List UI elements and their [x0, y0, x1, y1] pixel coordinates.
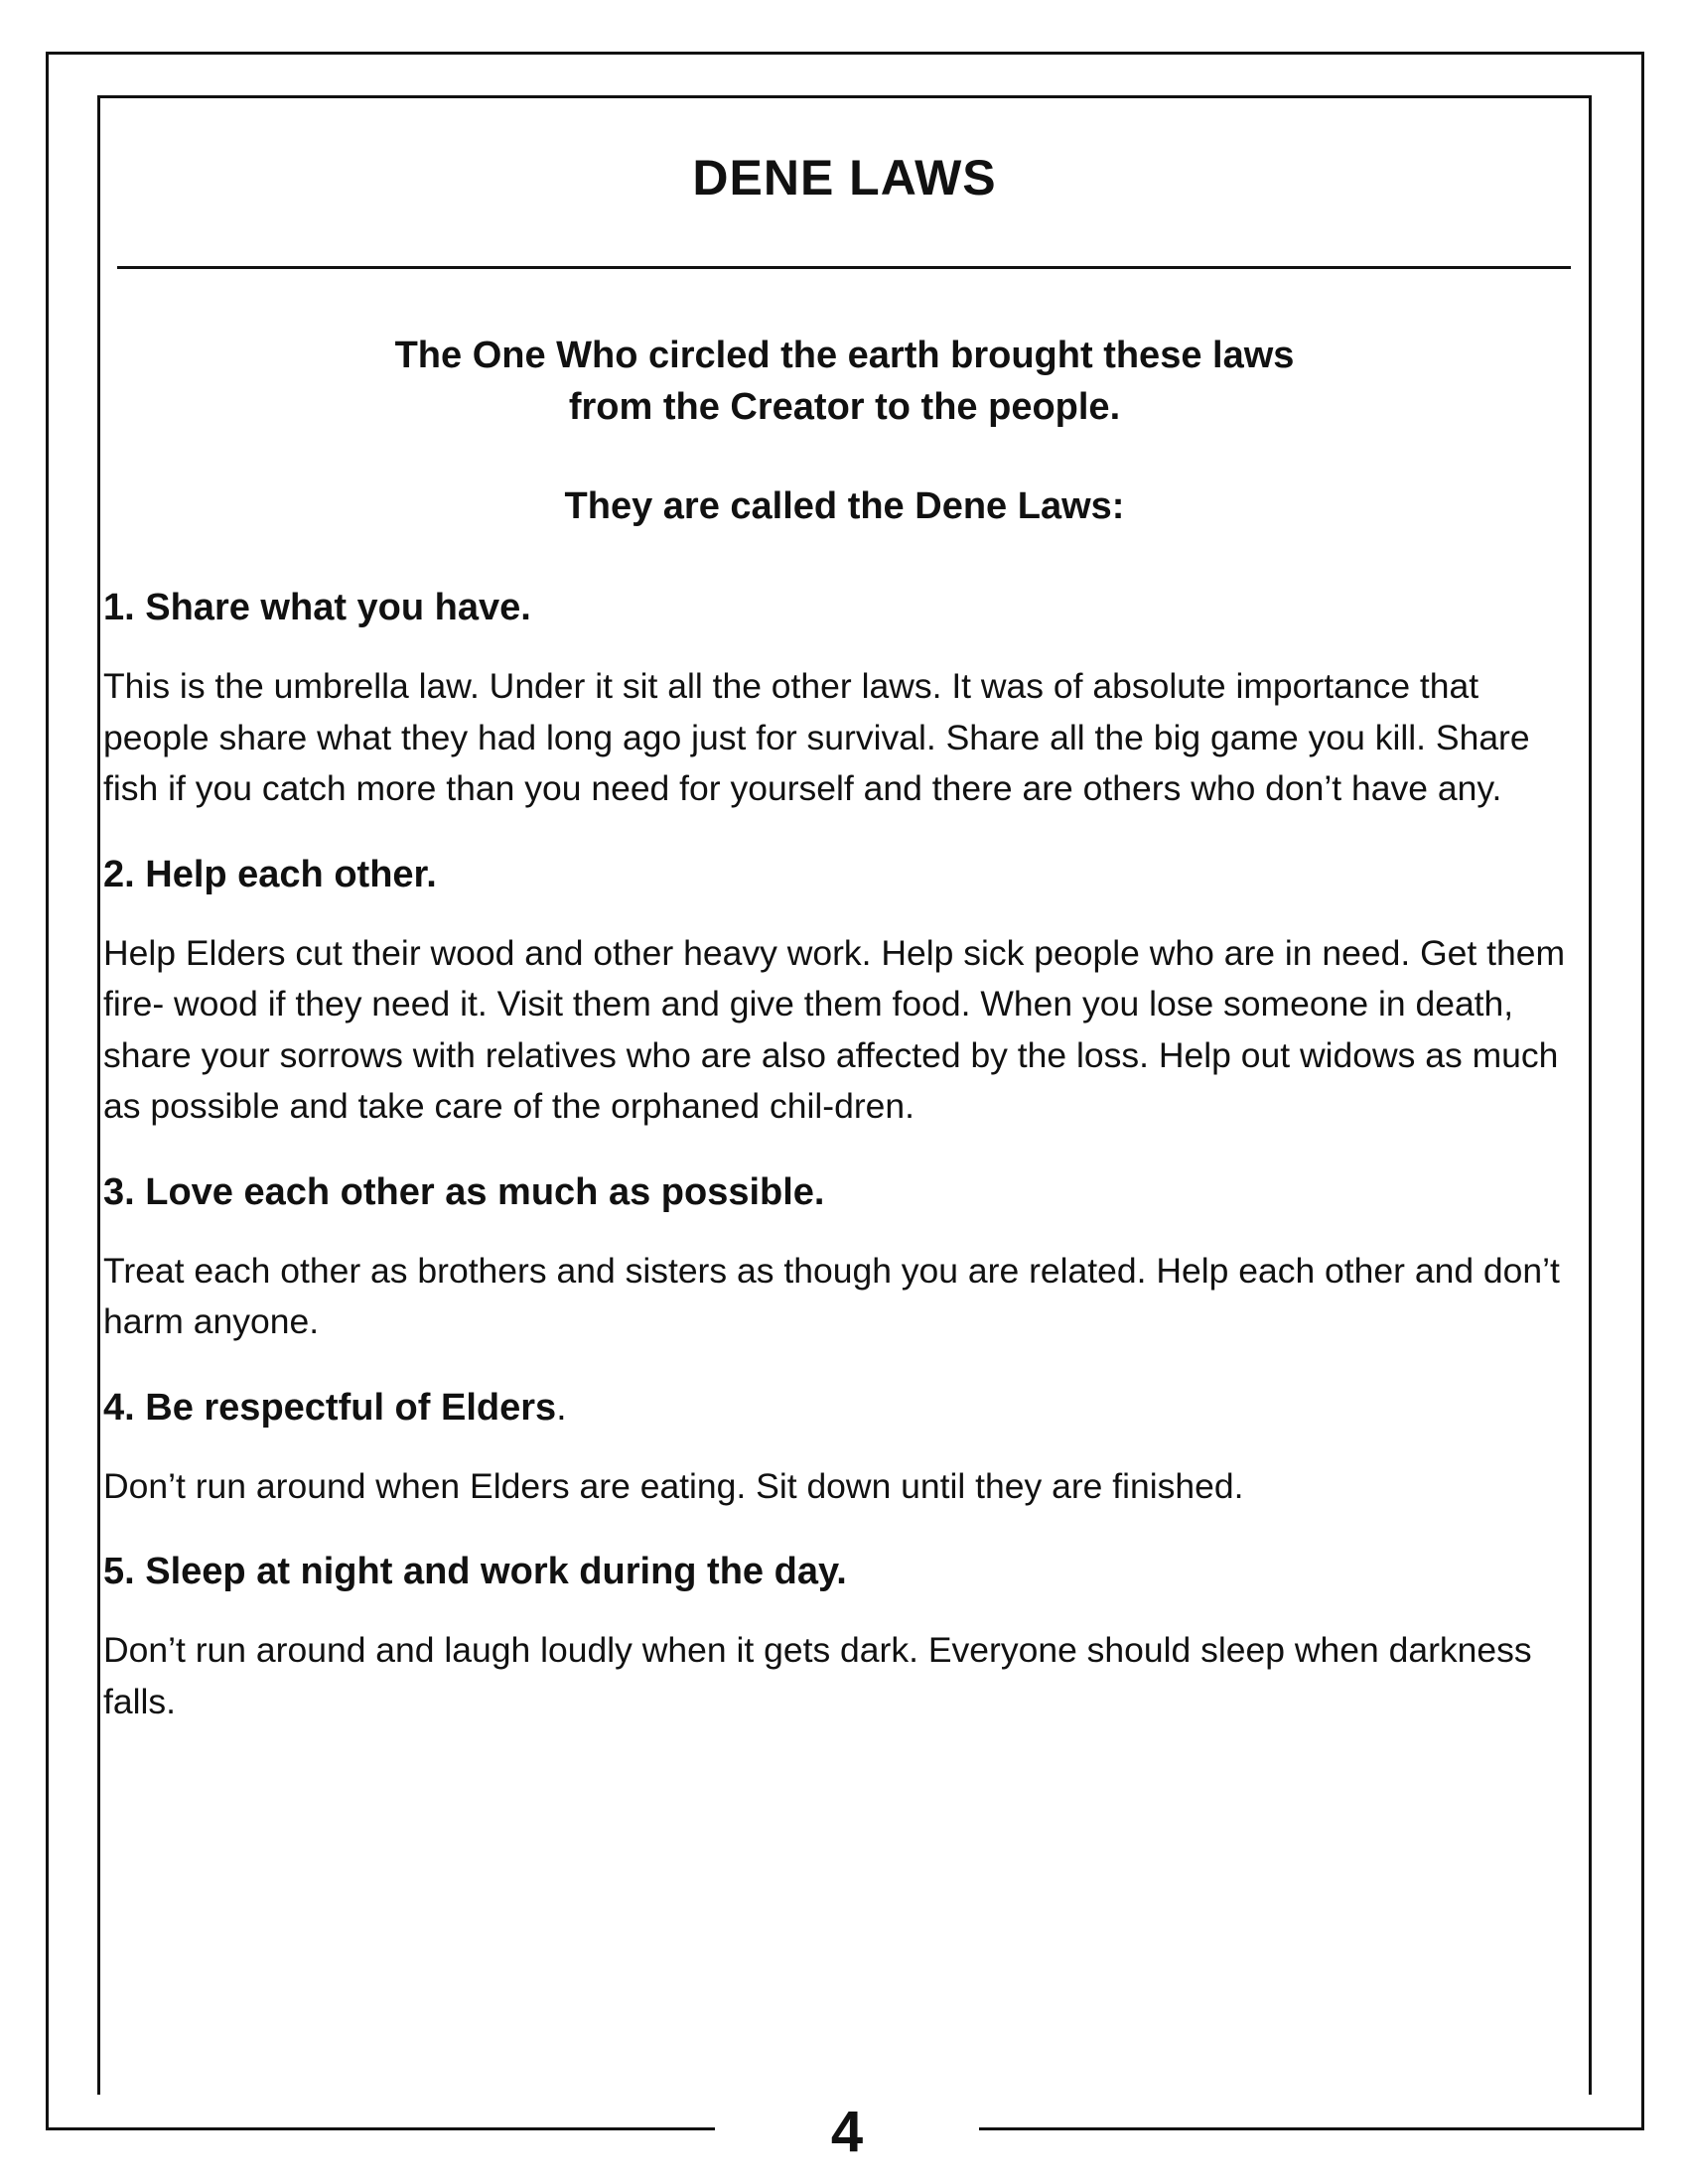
- law-heading: [103, 582, 1583, 633]
- law-heading: [103, 1382, 1583, 1433]
- law-body: Don’t run around when Elders are eating. Sit down until they are finished.: [103, 1465, 1244, 1506]
- law-heading-text: 2. Help each other.: [103, 853, 437, 895]
- inner-frame-top: [97, 95, 1592, 98]
- law-body: This is the umbrella law. Under it sit all the other laws. It was of absolute importance that people share what they had long ago just for survival. Share all the big game you kill. Share fish if you catch more than you need for yourself and there are others who don’t have any.: [103, 666, 1530, 808]
- law-item-3: [103, 1166, 1583, 1348]
- law-body: Help Elders cut their wood and other heavy work. Help sick people who are in need. Get them fire- wood if they need it. Visit them and give them food. When you lose someone in death, share your sorrows with relatives who are also affected by the loss. Help out widows as much as possible and take care of the orphaned chil-dren.: [103, 932, 1566, 1126]
- title-divider: [117, 266, 1571, 269]
- law-heading: [103, 1546, 1583, 1597]
- law-body: Don’t run around and laugh loudly when it gets dark. Everyone should sleep when darkness falls.: [103, 1630, 1532, 1721]
- intro-line-2: from the Creator to the people.: [568, 386, 1121, 428]
- law-body: Treat each other as brothers and sisters as though you are related. Help each other and don’t harm anyone.: [103, 1250, 1560, 1341]
- page-title: DENE LAWS: [692, 150, 997, 205]
- intro-line-3: They are called the Dene Laws:: [564, 485, 1125, 527]
- law-heading-text: 1. Share what you have.: [103, 587, 531, 628]
- page-number: 4: [830, 2100, 864, 2164]
- law-heading: [103, 1166, 1583, 1218]
- law-item-4: [103, 1382, 1583, 1513]
- law-item-1: [103, 582, 1583, 815]
- law-heading-text: 4. Be respectful of Elders: [103, 1386, 557, 1429]
- law-item-2: [103, 849, 1583, 1133]
- intro-line-1: The One Who circled the earth brought these laws: [394, 335, 1295, 376]
- law-heading-tail: .: [556, 1386, 567, 1429]
- law-item-5: [103, 1546, 1583, 1727]
- law-heading: [103, 849, 1583, 900]
- law-heading-text: 5. Sleep at night and work during the day.: [103, 1551, 847, 1592]
- laws-list: [103, 582, 1583, 1761]
- law-heading-text: 3. Love each other as much as possible.: [103, 1170, 825, 1213]
- intro-text: [100, 330, 1589, 433]
- inner-frame-right: [1589, 95, 1592, 2095]
